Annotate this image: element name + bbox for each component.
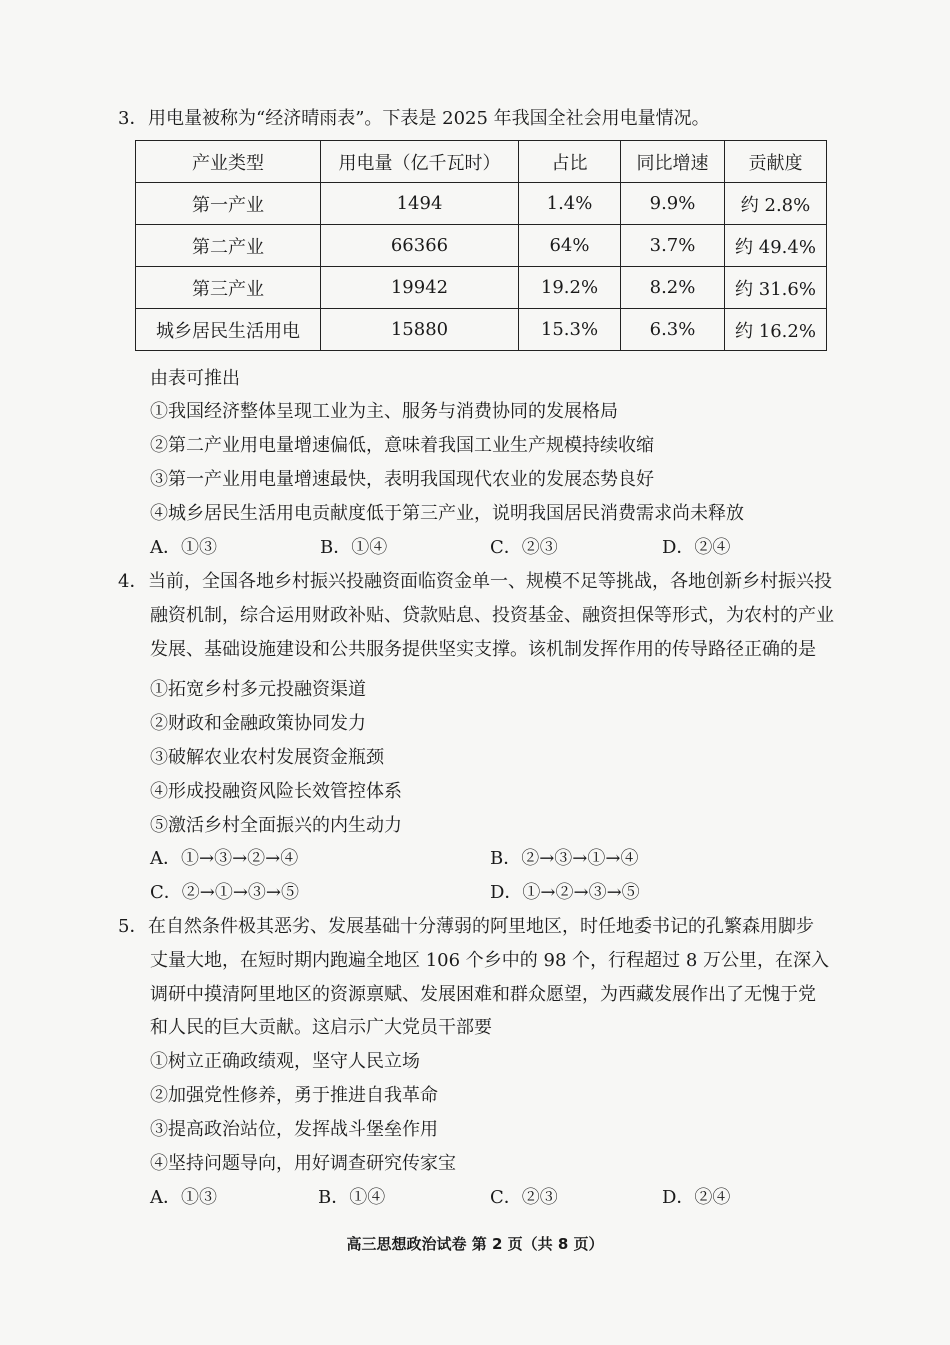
q4-stem-line: 当前，全国各地乡村振兴投融资面临资金单一、规模不足等挑战，各地创新乡村振兴投 <box>148 571 832 592</box>
q4-statement: ⑤激活乡村全面振兴的内生动力 <box>150 815 402 836</box>
table-row <box>136 267 827 309</box>
q5-statement: ②加强党性修养，勇于推进自我革命 <box>150 1085 438 1106</box>
table-cell: 3.7% <box>621 225 725 267</box>
q4-option-a[interactable]: A．①→③→②→④ <box>150 848 299 869</box>
q3-lead: 由表可推出 <box>150 368 240 389</box>
q3-statement: ③第一产业用电量增速最快，表明我国现代农业的发展态势良好 <box>150 469 654 490</box>
q3-number: 3． <box>118 108 148 129</box>
q5-statement: ③提高政治站位，发挥战斗堡垒作用 <box>150 1119 438 1140</box>
table-row <box>136 309 827 351</box>
q3-statement: ①我国经济整体呈现工业为主、服务与消费协同的发展格局 <box>150 401 618 422</box>
table-cell: 约 16.2% <box>725 309 827 351</box>
q3-statement: ④城乡居民生活用电贡献度低于第三产业，说明我国居民消费需求尚未释放 <box>150 503 744 524</box>
q5-stem-line: 调研中摸清阿里地区的资源禀赋、发展困难和群众愿望，为西藏发展作出了无愧于党 <box>150 984 816 1005</box>
table-header-cell: 产业类型 <box>136 141 321 183</box>
q4-statement: ①拓宽乡村多元投融资渠道 <box>150 679 366 700</box>
q5-stem-line: 在自然条件极其恶劣、发展基础十分薄弱的阿里地区，时任地委书记的孔繁森用脚步 <box>148 916 814 937</box>
q3-option-a[interactable]: A．①③ <box>150 537 217 558</box>
page-footer: 高三思想政治试卷 第 2 页（共 8 页） <box>346 1235 604 1253</box>
q4-stem-line: 发展、基础设施建设和公共服务提供坚实支撑。该机制发挥作用的传导路径正确的是 <box>150 639 816 660</box>
q4-statement: ④形成投融资风险长效管控体系 <box>150 781 402 802</box>
q4-statement: ②财政和金融政策协同发力 <box>150 713 366 734</box>
q5-stem-line: 丈量大地，在短时期内跑遍全地区 106 个乡中的 98 个，行程超过 8 万公里，在深入 <box>150 950 830 971</box>
electricity-usage-table <box>135 140 827 351</box>
q3-stem: 用电量被称为“经济晴雨表”。下表是 2025 年我国全社会用电量情况。 <box>148 108 710 129</box>
table-cell: 8.2% <box>621 267 725 309</box>
table-cell: 约 49.4% <box>725 225 827 267</box>
table-cell: 第二产业 <box>136 225 321 267</box>
q3-option-b[interactable]: B．①④ <box>320 537 388 558</box>
q5-statement: ①树立正确政绩观，坚守人民立场 <box>150 1051 420 1072</box>
q5-stem-line: 和人民的巨大贡献。这启示广大党员干部要 <box>150 1017 492 1038</box>
q4-option-c[interactable]: C．②→①→③→⑤ <box>150 882 300 903</box>
q4-stem-line: 融资机制，综合运用财政补贴、贷款贴息、投资基金、融资担保等形式，为农村的产业 <box>150 605 834 626</box>
table-cell: 第三产业 <box>136 267 321 309</box>
table-cell: 15.3% <box>519 309 621 351</box>
q4-option-b[interactable]: B．②→③→①→④ <box>490 848 639 869</box>
q5-statement: ④坚持问题导向，用好调查研究传家宝 <box>150 1153 456 1174</box>
table-cell: 约 31.6% <box>725 267 827 309</box>
q4-statement: ③破解农业农村发展资金瓶颈 <box>150 747 384 768</box>
q4-option-d[interactable]: D．①→②→③→⑤ <box>490 882 640 903</box>
q5-number: 5． <box>118 916 148 937</box>
q4-number: 4． <box>118 571 148 592</box>
table-cell: 19.2% <box>519 267 621 309</box>
table-cell: 19942 <box>321 267 519 309</box>
q5-option-b[interactable]: B．①④ <box>318 1187 386 1208</box>
table-header-cell: 贡献度 <box>725 141 827 183</box>
table-header-cell: 占比 <box>519 141 621 183</box>
table-cell: 15880 <box>321 309 519 351</box>
table-cell: 6.3% <box>621 309 725 351</box>
table-cell: 1494 <box>321 183 519 225</box>
table-cell: 第一产业 <box>136 183 321 225</box>
table-cell: 约 2.8% <box>725 183 827 225</box>
q3-statement: ②第二产业用电量增速偏低，意味着我国工业生产规模持续收缩 <box>150 435 654 456</box>
table-header-cell: 同比增速 <box>621 141 725 183</box>
q3-option-d[interactable]: D．②④ <box>662 537 731 558</box>
table-header-cell: 用电量（亿千瓦时） <box>321 141 519 183</box>
table-cell: 城乡居民生活用电 <box>136 309 321 351</box>
table-cell: 1.4% <box>519 183 621 225</box>
q3-option-c[interactable]: C．②③ <box>490 537 558 558</box>
table-row <box>136 225 827 267</box>
table-header-row <box>136 141 827 183</box>
table-cell: 9.9% <box>621 183 725 225</box>
q5-option-c[interactable]: C．②③ <box>490 1187 558 1208</box>
table-cell: 66366 <box>321 225 519 267</box>
table-row <box>136 183 827 225</box>
table-cell: 64% <box>519 225 621 267</box>
q5-option-a[interactable]: A．①③ <box>150 1187 217 1208</box>
q5-option-d[interactable]: D．②④ <box>662 1187 731 1208</box>
